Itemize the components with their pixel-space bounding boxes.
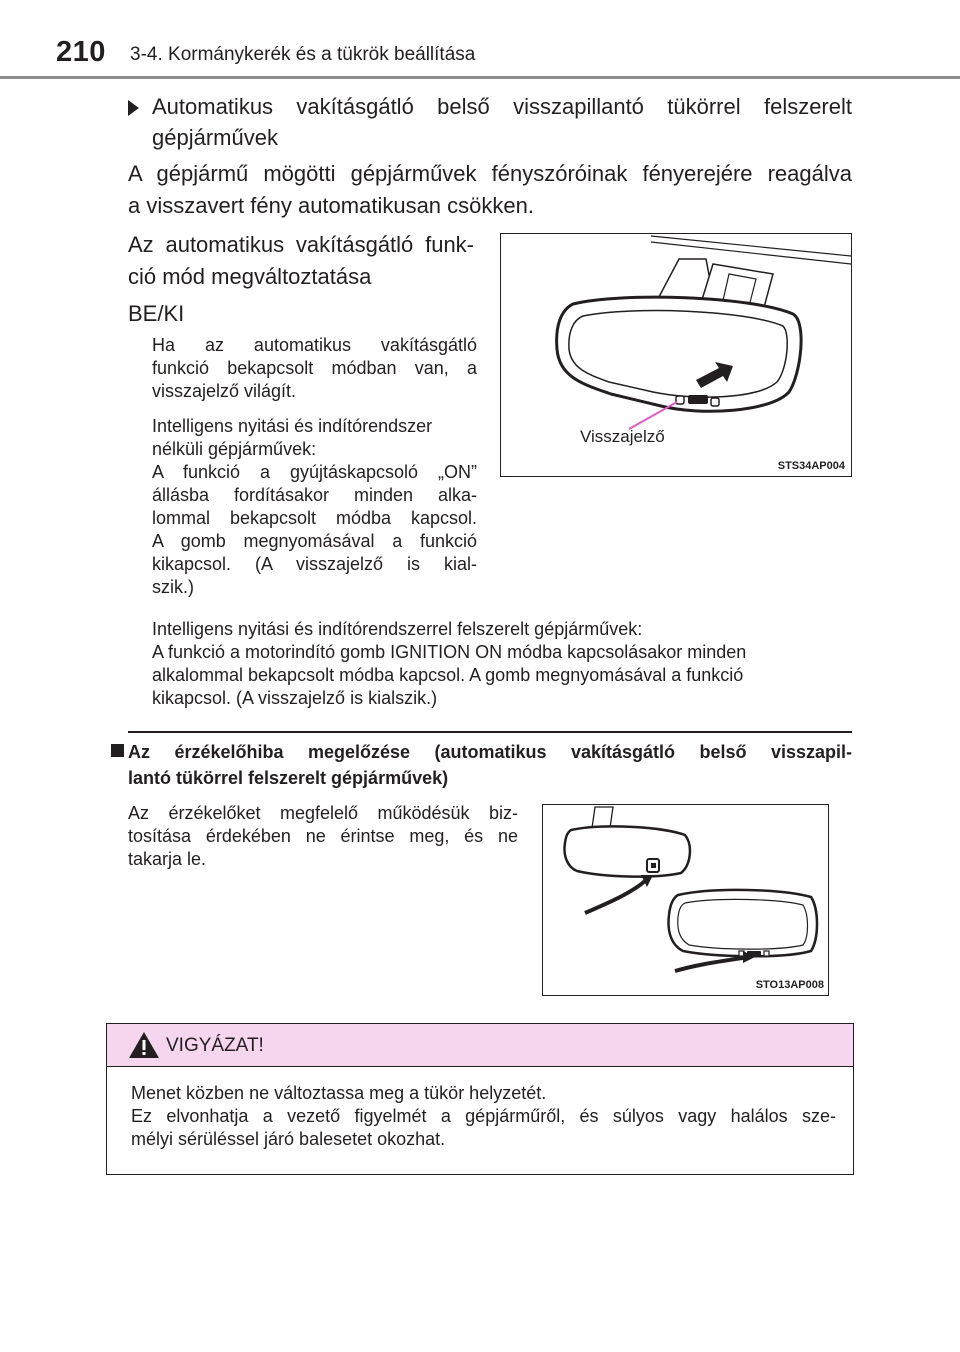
note-line: lommal bekapcsolt módba kapcsol. — [152, 508, 477, 528]
figure-code: STO13AP008 — [755, 979, 824, 991]
caution-line: Menet közben ne változtassa meg a tükör helyzetét. — [131, 1083, 547, 1103]
sensor-text — [128, 802, 518, 871]
text-line: tosítása érdekében ne érintse meg, és ne — [128, 826, 518, 846]
sensor-heading-line2: lantó tükörrel felszerelt gépjárművek) — [128, 768, 449, 788]
note-line: alkalommal bekapcsolt módba kapcsol. A gomb megnyomásával a funkció — [152, 665, 744, 685]
triangle-bullet-icon — [128, 100, 139, 116]
note-line: nélküli gépjárművek: — [152, 439, 317, 459]
note-line: kikapcsol. (A visszajelző is kial- — [152, 554, 477, 574]
mode-note-smart-key — [152, 618, 852, 710]
mirror-indicator-illustration — [501, 234, 851, 476]
mode-note-indicator — [152, 334, 477, 403]
intro-desc-line2: a visszavert fény automatikusan csökken. — [128, 193, 534, 218]
note-line: Ha az automatikus vakításgátló — [152, 335, 477, 355]
figure-code: STS34AP004 — [777, 460, 845, 472]
note-line: kikapcsol. (A visszajelző is kialszik.) — [152, 688, 438, 708]
section-divider — [128, 731, 852, 733]
caution-text — [131, 1082, 836, 1151]
intro-heading-line1: Automatikus vakításgátló belső visszapillantó tükörrel felszerelt — [152, 94, 852, 119]
header-rule — [0, 76, 960, 79]
indicator-callout-label: Visszajelző — [580, 427, 665, 446]
note-line: állásba fordításakor minden alka- — [152, 485, 477, 505]
note-line: A gomb megnyomásával a funkció — [152, 531, 477, 551]
note-line: visszajelző világít. — [152, 381, 297, 401]
page-number: 210 — [56, 36, 106, 68]
note-line: funkció bekapcsolt módban van, a — [152, 358, 477, 378]
square-bullet-icon — [111, 744, 124, 757]
section-title: 3-4. Kormánykerék és a tükrök beállítása — [130, 44, 476, 65]
note-line: Intelligens nyitási és indítórendszer — [152, 416, 433, 436]
caution-line: Ez elvonhatja a vezető figyelmét a gépjárműről, és súlyos vagy halálos sze- — [131, 1106, 836, 1126]
mode-onoff-label: BE/KI — [128, 301, 185, 326]
caution-title: VIGYÁZAT! — [166, 1035, 264, 1056]
intro-heading-line2: gépjárművek — [152, 125, 278, 150]
text-line: takarja le. — [128, 849, 207, 869]
intro-desc-line1: A gépjármű mögötti gépjárművek fényszóróinak fényerejére reagálva — [128, 161, 852, 186]
note-line: A funkció a gyújtáskapcsoló „ON” — [152, 462, 477, 482]
note-line: A funkció a motorindító gomb IGNITION ON módba kapcsolásakor minden — [152, 642, 747, 662]
mode-heading-line1: Az automatikus vakításgátló funk- — [128, 232, 474, 257]
sensor-heading-line1: Az érzékelőhiba megelőzése (automatikus vakításgátló belső visszapil- — [128, 742, 852, 762]
caution-line: mélyi sérüléssel járó balesetet okozhat. — [131, 1129, 446, 1149]
sensor-locations-illustration — [543, 805, 828, 995]
mode-heading-line2: ció mód megváltoztatása — [128, 264, 372, 289]
warning-icon — [128, 1031, 160, 1059]
mode-note-no-smart-key — [152, 415, 477, 599]
figure-sensor-locations — [542, 804, 829, 996]
note-line: Intelligens nyitási és indítórendszerrel felszerelt gépjárművek: — [152, 619, 643, 639]
note-line: szik.) — [152, 577, 194, 597]
text-line: Az érzékelőket megfelelő működésük biz- — [128, 803, 518, 823]
figure-mirror-indicator — [500, 233, 852, 477]
